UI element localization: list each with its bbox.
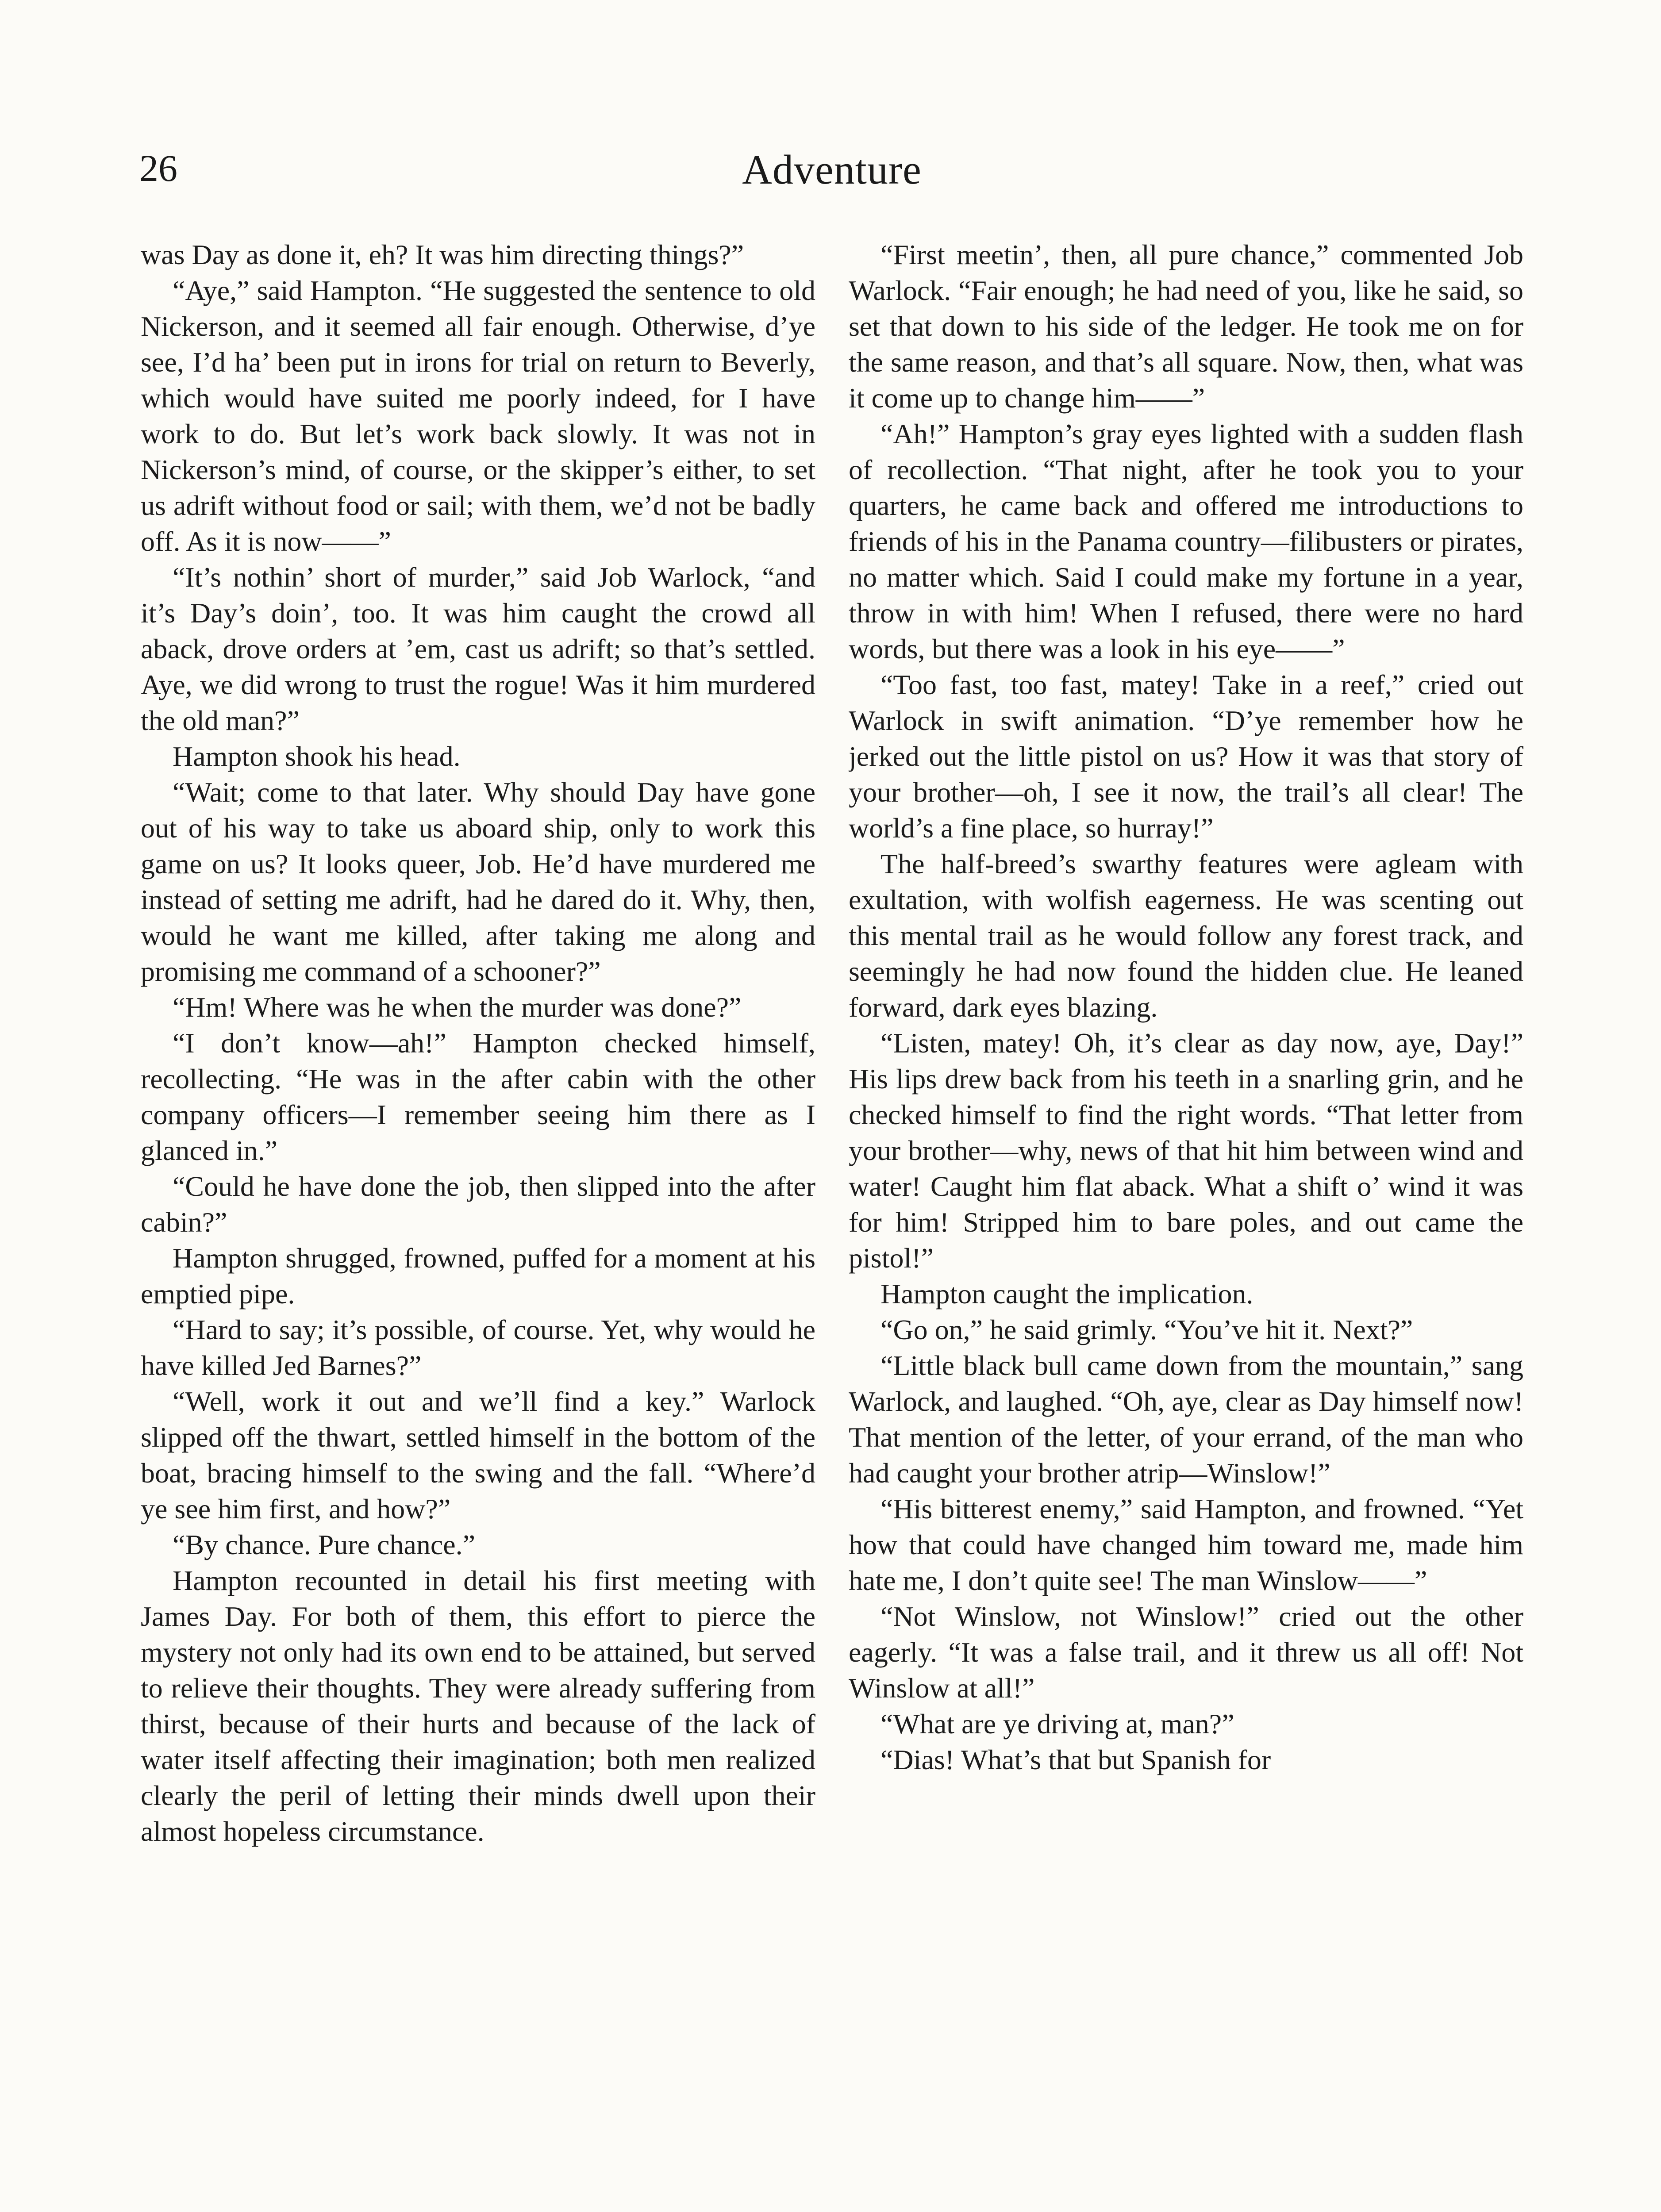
paragraph: “It’s nothin’ short of murder,” said Job Warlock, “and it’s Day’s doin’, too. It was him caught the crowd all aback, drove orders at ’em, cast us adrift; so that’s settled. Aye, we did wrong to trust the rogue! Was it him murdered the old man?” (141, 561, 815, 736)
right-column (849, 237, 1523, 2212)
paragraph: “Ah!” Hampton’s gray eyes lighted with a sudden flash of recollection. “That night, after he took you to your quarters, he came back and offered me introductions to friends of his in the Panama country—filibusters or pirates, no matter which. Said I could make my fortune in a year, throw in with him! When I refused, there were no hard words, but there was a look in his eye——” (849, 418, 1523, 664)
paragraph: “First meetin’, then, all pure chance,” commented Job Warlock. “Fair enough; he had need of you, like he said, so set that down to his side of the ledger. He took me on for the same reason, and that’s all square. Now, then, what was it come up to change him——” (849, 239, 1523, 414)
paragraph: was Day as done it, eh? It was him directing things?” (141, 239, 744, 270)
paragraph: “Wait; come to that later. Why should Day have gone out of his way to take us aboard ship, only to work this game on us? It looks queer, Job. He’d have murdered me instead of setting me adrift, had he dared do it. Why, then, would he want me killed, after taking me along and promising me command of a schooner?” (141, 776, 815, 987)
paragraph: “Go on,” he said grimly. “You’ve hit it. Next?” (880, 1314, 1413, 1345)
page-number: 26 (139, 147, 177, 189)
paragraph: “Too fast, too fast, matey! Take in a reef,” cried out Warlock in swift animation. “D’ye remember how he jerked out the little pistol on us? How it was that story of your brother—oh, I see it now, the trail’s all clear! The world’s a fine place, so hurray!” (849, 669, 1523, 844)
paragraph: Hampton caught the implication. (880, 1278, 1253, 1310)
paragraph: The half-breed’s swarthy features were agleam with exultation, with wolfish eagerness. He was scenting out this mental trail as he would follow any forest track, and seemingly he had now found the hidden clue. He leaned forward, dark eyes blazing. (849, 848, 1523, 1023)
paragraph: “Little black bull came down from the mountain,” sang Warlock, and laughed. “Oh, aye, clear as Day himself now! That mention of the letter, of your errand, of the man who had caught your brother atrip—Winslow!” (849, 1350, 1523, 1489)
page-header (139, 146, 1524, 199)
paragraph: “Could he have done the job, then slipped into the after cabin?” (141, 1171, 815, 1238)
paragraph: Hampton shrugged, frowned, puffed for a moment at his emptied pipe. (141, 1242, 815, 1310)
paragraph: “I don’t know—ah!” Hampton checked himself, recollecting. “He was in the after cabin with the other company officers—I remember seeing him there as I glanced in.” (141, 1027, 815, 1166)
paragraph: “Dias! What’s that but Spanish for (880, 1744, 1271, 1775)
paragraph: “Hard to say; it’s possible, of course. Yet, why would he have killed Jed Barnes?” (141, 1314, 815, 1381)
paragraph: “Well, work it out and we’ll find a key.” Warlock slipped off the thwart, settled himself in the bottom of the boat, bracing himself to the swing and the fall. “Where’d ye see him first, and how?” (141, 1386, 815, 1525)
body-text (141, 237, 1526, 2212)
paragraph: “By chance. Pure chance.” (173, 1529, 476, 1560)
paragraph: “What are ye driving at, man?” (880, 1708, 1234, 1740)
paragraph: “His bitterest enemy,” said Hampton, and frowned. “Yet how that could have changed him toward me, made him hate me, I don’t quite see! The man Winslow——” (849, 1493, 1523, 1596)
paragraph: “Hm! Where was he when the murder was done?” (173, 991, 742, 1023)
paragraph: Hampton shook his head. (173, 741, 461, 772)
paragraph: Hampton recounted in detail his first meeting with James Day. For both of them, this effort to pierce the mystery not only had its own end to be attained, but served to relieve their thoughts. They were already suffering from thirst, because of their hurts and because of the lack of water itself affecting their imagination; both men realized clearly the peril of letting their minds dwell upon their almost hopeless circumstance. (141, 1565, 815, 1847)
running-title: Adventure (742, 147, 922, 193)
paragraph: “Not Winslow, not Winslow!” cried out the other eagerly. “It was a false trail, and it threw us all off! Not Winslow at all!” (849, 1601, 1523, 1704)
left-column (141, 237, 815, 2212)
paragraph: “Aye,” said Hampton. “He suggested the sentence to old Nickerson, and it seemed all fair enough. Otherwise, d’ye see, I’d ha’ been put in irons for trial on return to Beverly, which would have suited me poorly indeed, for I have work to do. But let’s work back slowly. It was not in Nickerson’s mind, of course, or the skipper’s either, to set us adrift without food or sail; with them, we’d not be badly off. As it is now——” (141, 275, 815, 557)
paragraph: “Listen, matey! Oh, it’s clear as day now, aye, Day!” His lips drew back from his teeth in a snarling grin, and he checked himself to find the right words. “That letter from your brother—why, news of that hit him between wind and water! Caught him flat aback. What a shift o’ wind it was for him! Stripped him to bare poles, and out came the pistol!” (849, 1027, 1523, 1274)
